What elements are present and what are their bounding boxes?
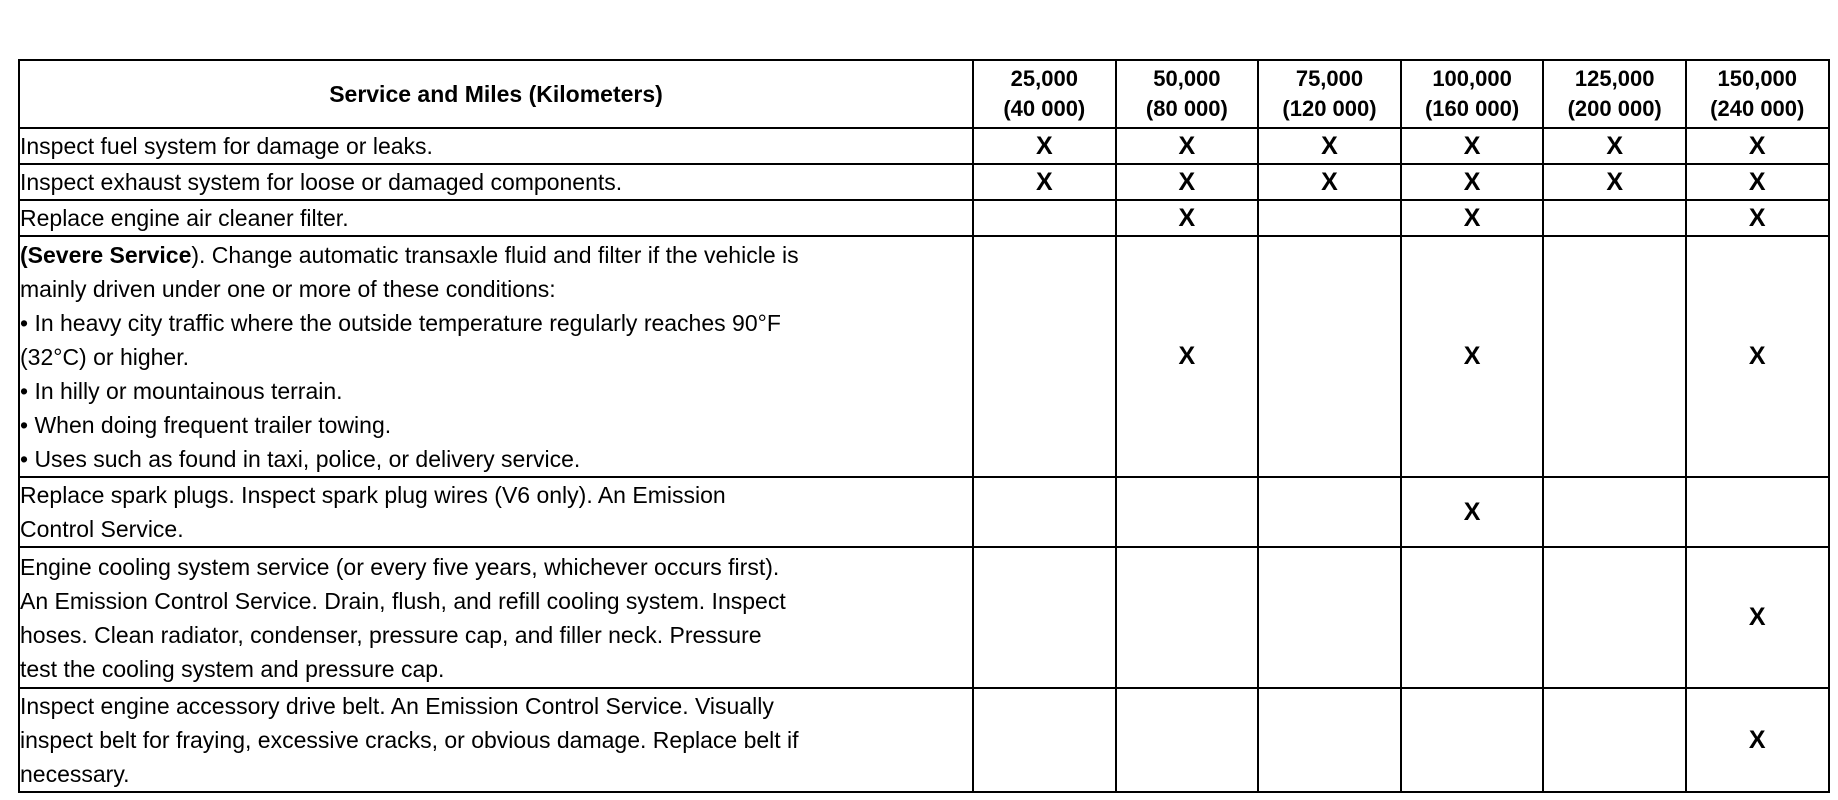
table-row xyxy=(19,128,1829,164)
service-line xyxy=(20,374,972,408)
table-row xyxy=(19,477,1829,547)
interval-cell xyxy=(973,477,1116,547)
interval-cell xyxy=(1543,477,1686,547)
interval-cell xyxy=(1543,547,1686,688)
service-mark: X xyxy=(1035,167,1053,196)
service-mark: X xyxy=(1748,725,1766,754)
service-text: test the cooling system and pressure cap. xyxy=(20,655,445,682)
interval-miles: 100,000 xyxy=(1432,66,1512,91)
service-text: • Uses such as found in taxi, police, or delivery service. xyxy=(20,445,581,472)
service-text: ). Change automatic transaxle fluid and filter if the vehicle is xyxy=(191,241,799,268)
maintenance-schedule-table xyxy=(18,59,1830,793)
service-line xyxy=(20,129,972,163)
interval-km: (200 000) xyxy=(1567,96,1662,121)
service-mark: X xyxy=(1178,167,1196,196)
interval-cell xyxy=(1543,128,1686,164)
interval-cell xyxy=(1401,164,1544,200)
service-mark: X xyxy=(1178,342,1196,370)
service-line xyxy=(20,340,972,374)
service-line xyxy=(20,584,972,618)
service-description xyxy=(19,477,973,547)
interval-cell xyxy=(973,128,1116,164)
interval-header xyxy=(1686,60,1829,128)
service-mark: X xyxy=(1321,167,1338,196)
service-line xyxy=(20,618,972,652)
service-mark: X xyxy=(1463,167,1481,196)
interval-km: (160 000) xyxy=(1424,96,1520,121)
interval-header xyxy=(1401,60,1544,128)
interval-cell xyxy=(1258,200,1401,236)
table-row xyxy=(19,164,1829,200)
interval-miles: 150,000 xyxy=(1717,66,1798,91)
service-description xyxy=(19,200,973,236)
interval-cell xyxy=(1543,164,1686,200)
interval-km: (40 000) xyxy=(1003,96,1086,121)
service-line xyxy=(20,238,972,272)
interval-cell xyxy=(1401,200,1544,236)
service-text: Control Service. xyxy=(20,516,184,542)
service-mark: X xyxy=(1748,167,1766,196)
service-description xyxy=(19,128,973,164)
interval-cell xyxy=(1401,128,1544,164)
interval-km: (120 000) xyxy=(1282,96,1377,121)
service-line xyxy=(20,201,972,235)
service-mark: X xyxy=(1748,342,1766,370)
interval-cell xyxy=(1401,477,1544,547)
service-mark: X xyxy=(1321,131,1338,160)
service-mark: X xyxy=(1035,131,1053,160)
interval-miles: 25,000 xyxy=(1010,66,1078,91)
service-mark: X xyxy=(1748,131,1766,160)
service-text: • In hilly or mountainous terrain. xyxy=(20,377,343,404)
service-text: mainly driven under one or more of these conditions: xyxy=(20,275,556,302)
interval-cell xyxy=(1116,477,1259,547)
interval-cell xyxy=(973,164,1116,200)
service-text: Inspect fuel system for damage or leaks. xyxy=(20,133,433,159)
interval-header xyxy=(1543,60,1686,128)
service-text: Engine cooling system service (or every five years, whichever occurs first). xyxy=(20,553,780,580)
service-mark: X xyxy=(1748,603,1766,631)
service-text: • In heavy city traffic where the outside temperature regularly reaches 90°F xyxy=(20,309,781,336)
service-mark: X xyxy=(1178,203,1196,232)
service-mark: X xyxy=(1463,131,1481,160)
service-text: (32°C) or higher. xyxy=(20,343,189,370)
schedule-body xyxy=(19,128,1829,792)
interval-cell xyxy=(1686,128,1829,164)
table-row xyxy=(19,547,1829,688)
service-line xyxy=(20,306,972,340)
table-row xyxy=(19,688,1829,792)
interval-cell xyxy=(1543,688,1686,792)
service-line xyxy=(20,165,972,199)
interval-header xyxy=(1258,60,1401,128)
interval-cell xyxy=(1116,236,1259,477)
service-text: • When doing frequent trailer towing. xyxy=(20,411,392,438)
service-text: Inspect exhaust system for loose or damaged components. xyxy=(20,169,623,195)
header-row xyxy=(19,60,1829,128)
interval-cell xyxy=(1116,200,1259,236)
service-text: hoses. Clean radiator, condenser, pressure cap, and filler neck. Pressure xyxy=(20,621,762,648)
service-mark: X xyxy=(1748,203,1766,232)
service-line xyxy=(20,689,972,723)
interval-cell xyxy=(1258,128,1401,164)
service-description xyxy=(19,547,973,688)
interval-header xyxy=(1116,60,1259,128)
interval-km: (80 000) xyxy=(1145,96,1228,121)
service-mark: X xyxy=(1463,497,1481,526)
service-mark: X xyxy=(1463,342,1481,370)
service-description xyxy=(19,164,973,200)
interval-km: (240 000) xyxy=(1710,96,1805,121)
interval-cell xyxy=(973,200,1116,236)
interval-cell xyxy=(1258,547,1401,688)
interval-cell xyxy=(1686,236,1829,477)
service-mark: X xyxy=(1606,131,1624,160)
interval-cell xyxy=(1258,164,1401,200)
service-mark: X xyxy=(1463,203,1481,232)
service-column-header: Service and Miles (Kilometers) xyxy=(19,60,973,128)
service-mark: X xyxy=(1178,131,1196,160)
interval-cell xyxy=(1258,477,1401,547)
interval-cell xyxy=(1116,688,1259,792)
service-line xyxy=(20,550,972,584)
service-text: Inspect engine accessory drive belt. An Emission Control Service. Visually xyxy=(20,693,774,719)
service-text: An Emission Control Service. Drain, flush, and refill cooling system. Inspect xyxy=(20,587,786,614)
service-text: Replace spark plugs. Inspect spark plug wires (V6 only). An Emission xyxy=(20,482,726,508)
service-line xyxy=(20,442,972,476)
service-text: inspect belt for fraying, excessive cracks, or obvious damage. Replace belt if xyxy=(20,727,799,753)
interval-cell xyxy=(1401,547,1544,688)
interval-miles: 75,000 xyxy=(1295,66,1364,91)
table-row xyxy=(19,200,1829,236)
service-text: necessary. xyxy=(20,761,130,787)
interval-cell xyxy=(1401,688,1544,792)
service-line xyxy=(20,652,972,686)
service-line xyxy=(20,272,972,306)
service-text: Replace engine air cleaner filter. xyxy=(20,205,349,231)
interval-cell xyxy=(973,236,1116,477)
service-line xyxy=(20,478,972,512)
interval-header xyxy=(973,60,1116,128)
interval-cell xyxy=(1543,200,1686,236)
service-line xyxy=(20,512,972,546)
interval-cell xyxy=(973,688,1116,792)
interval-cell xyxy=(1116,164,1259,200)
interval-cell xyxy=(1543,236,1686,477)
service-description xyxy=(19,688,973,792)
interval-miles: 50,000 xyxy=(1153,66,1221,91)
interval-cell xyxy=(973,547,1116,688)
interval-miles: 125,000 xyxy=(1574,66,1655,91)
interval-cell xyxy=(1686,164,1829,200)
interval-cell xyxy=(1686,688,1829,792)
interval-cell xyxy=(1686,547,1829,688)
table-row xyxy=(19,236,1829,477)
service-line xyxy=(20,757,972,791)
severe-service-label: (Severe Service xyxy=(20,241,192,268)
service-line xyxy=(20,723,972,757)
interval-cell xyxy=(1686,477,1829,547)
interval-cell xyxy=(1116,547,1259,688)
interval-cell xyxy=(1258,688,1401,792)
service-line xyxy=(20,408,972,442)
interval-cell xyxy=(1401,236,1544,477)
service-description xyxy=(19,236,973,477)
interval-cell xyxy=(1116,128,1259,164)
interval-cell xyxy=(1686,200,1829,236)
service-mark: X xyxy=(1606,167,1624,196)
interval-cell xyxy=(1258,236,1401,477)
